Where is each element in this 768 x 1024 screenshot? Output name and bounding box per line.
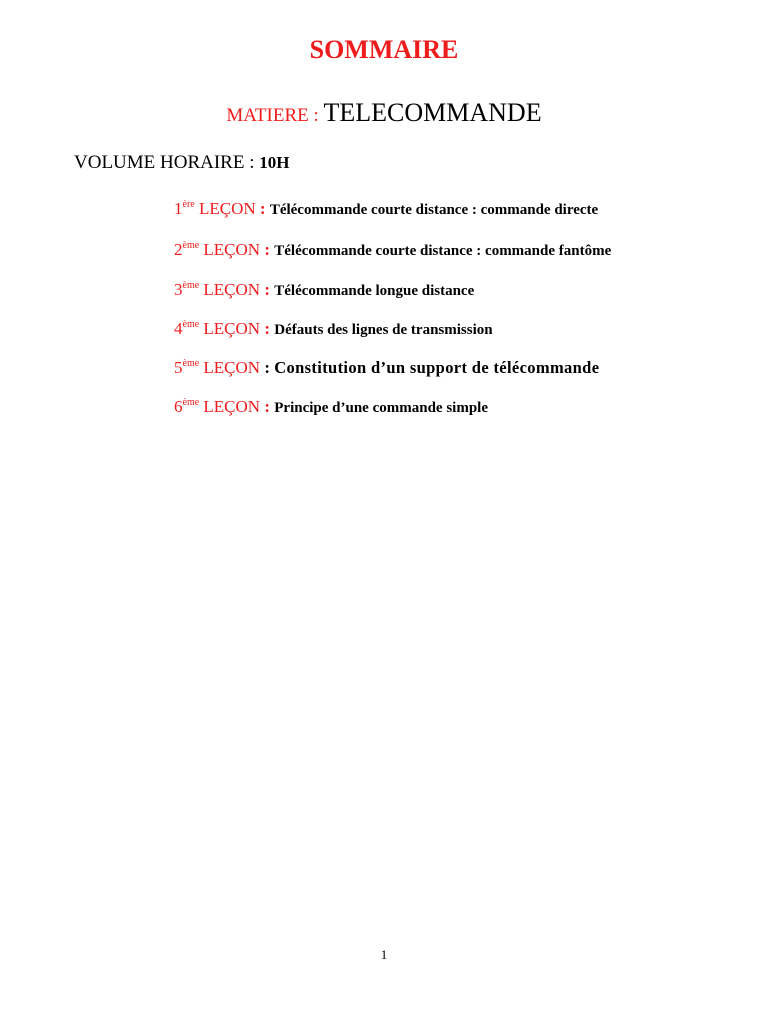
lesson-item-2 (174, 238, 611, 263)
subject-line (0, 98, 768, 132)
lesson-ordinal: ème (182, 319, 200, 330)
lesson-item-5 (174, 356, 599, 381)
lesson-number: 4 (174, 319, 183, 338)
lesson-label: LEÇON (199, 280, 261, 299)
lesson-ordinal: ème (182, 240, 200, 251)
lesson-item-6 (174, 395, 488, 420)
lesson-separator: : (260, 280, 275, 299)
lesson-ordinal: ème (182, 280, 200, 291)
hours-line (74, 150, 289, 177)
lesson-number: 6 (174, 397, 183, 416)
lesson-label: LEÇON (199, 358, 261, 377)
subject-value: TELECOMMANDE (323, 98, 542, 127)
lesson-item-4 (174, 317, 493, 342)
lesson-title: Télécommande longue distance (274, 283, 475, 299)
lesson-title: Principe d’une commande simple (274, 400, 488, 416)
page-title: SOMMAIRE (309, 35, 459, 64)
hours-value: 10H (259, 153, 290, 172)
lesson-item-1 (174, 197, 598, 222)
lesson-number: 5 (174, 358, 183, 377)
lesson-number: 2 (174, 240, 183, 259)
hours-label: VOLUME HORAIRE (74, 152, 245, 173)
lesson-title: Télécommande courte distance : commande directe (269, 202, 599, 218)
lesson-separator: : (260, 319, 275, 338)
lesson-label: LEÇON (199, 397, 261, 416)
hours-separator: : (244, 152, 260, 173)
page-number: 1 (380, 947, 388, 962)
subject-label: MATIERE : (226, 105, 324, 126)
lesson-ordinal: ème (182, 397, 200, 408)
lesson-ordinal: ère (182, 199, 195, 210)
lesson-number: 3 (174, 280, 183, 299)
lesson-separator: : (260, 397, 275, 416)
lesson-label: LEÇON (199, 319, 261, 338)
lesson-label: LEÇON (194, 199, 256, 218)
lesson-separator: : (260, 358, 275, 377)
lesson-item-3 (174, 278, 474, 303)
lesson-ordinal: ème (182, 358, 200, 369)
lesson-number: 1 (174, 199, 183, 218)
lesson-separator: : (255, 199, 270, 218)
lesson-title: Défauts des lignes de transmission (274, 322, 493, 338)
lesson-title: Constitution d’un support de télécommande (274, 358, 600, 377)
lesson-title: Télécommande courte distance : commande fantôme (274, 243, 612, 259)
lesson-separator: : (260, 240, 275, 259)
lesson-label: LEÇON (199, 240, 261, 259)
